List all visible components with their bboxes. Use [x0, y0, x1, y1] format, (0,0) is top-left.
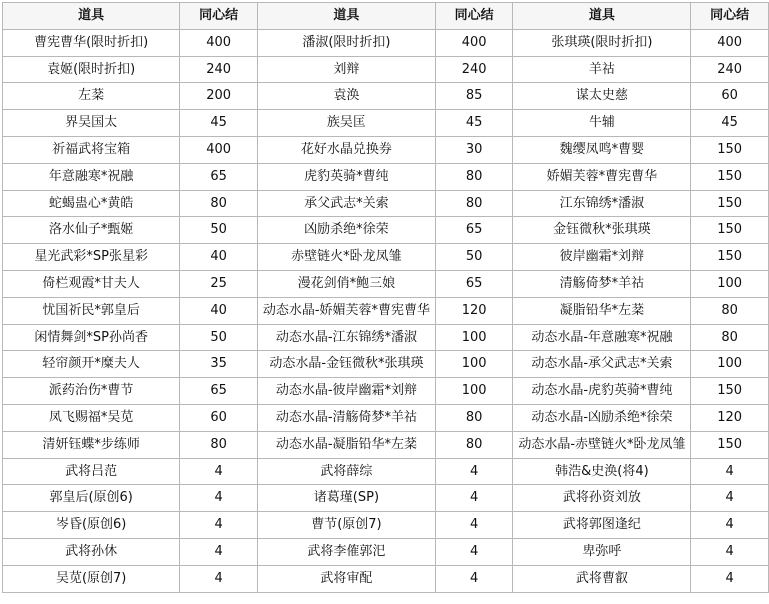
cell-item: 星光武彩*SP张星彩 — [3, 244, 180, 271]
cell-knot: 4 — [180, 485, 258, 512]
cell-item: 动态水晶-凶励杀绝*徐荣 — [513, 404, 691, 431]
cell-item: 岑昏(原创6) — [3, 512, 180, 539]
cell-knot: 150 — [691, 431, 769, 458]
cell-item: 武将孙休 — [3, 538, 180, 565]
cell-knot: 240 — [691, 56, 769, 83]
cell-knot: 4 — [435, 485, 513, 512]
cell-knot: 40 — [180, 244, 258, 271]
cell-item: 牛辅 — [513, 110, 691, 137]
cell-item: 动态水晶-金钰微秋*张琪瑛 — [257, 351, 435, 378]
cell-item: 轻帘颜开*糜夫人 — [3, 351, 180, 378]
cell-knot: 45 — [180, 110, 258, 137]
cell-item: 武将吕范 — [3, 458, 180, 485]
cell-knot: 4 — [435, 538, 513, 565]
cell-knot: 80 — [435, 190, 513, 217]
cell-item: 韩浩&史涣(将4) — [513, 458, 691, 485]
cell-item: 闲情舞剑*SP孙尚香 — [3, 324, 180, 351]
table-row — [3, 163, 769, 190]
table-row — [3, 83, 769, 110]
cell-item: 族吴匡 — [257, 110, 435, 137]
cell-knot: 150 — [691, 163, 769, 190]
cell-knot: 4 — [691, 512, 769, 539]
cell-knot: 4 — [180, 538, 258, 565]
cell-item: 凶励杀绝*徐荣 — [257, 217, 435, 244]
table-row — [3, 190, 769, 217]
table-row — [3, 136, 769, 163]
cell-knot: 4 — [691, 485, 769, 512]
cell-item: 动态水晶-年意融寒*祝融 — [513, 324, 691, 351]
cell-knot: 100 — [435, 378, 513, 405]
cell-knot: 4 — [180, 565, 258, 592]
cell-knot: 400 — [435, 29, 513, 56]
cell-knot: 65 — [180, 378, 258, 405]
cell-knot: 150 — [691, 190, 769, 217]
cell-item: 蛇蝎蛊心*黄皓 — [3, 190, 180, 217]
cell-knot: 4 — [435, 458, 513, 485]
cell-knot: 65 — [435, 217, 513, 244]
cell-knot: 80 — [180, 190, 258, 217]
cell-knot: 120 — [435, 297, 513, 324]
cell-item: 左棻 — [3, 83, 180, 110]
cell-item: 派药治伤*曹节 — [3, 378, 180, 405]
cell-item: 承父武志*关索 — [257, 190, 435, 217]
cell-knot: 4 — [691, 565, 769, 592]
exchange-table-container — [2, 2, 769, 593]
cell-item: 倚栏观霞*甘夫人 — [3, 270, 180, 297]
cell-item: 动态水晶-彼岸幽霜*刘辩 — [257, 378, 435, 405]
cell-item: 武将曹叡 — [513, 565, 691, 592]
table-row — [3, 512, 769, 539]
cell-item: 武将李傕郭汜 — [257, 538, 435, 565]
cell-item: 谋太史慈 — [513, 83, 691, 110]
cell-item: 凤飞赐福*吴苋 — [3, 404, 180, 431]
cell-knot: 150 — [691, 244, 769, 271]
cell-knot: 4 — [435, 512, 513, 539]
cell-item: 漫花剑俏*鲍三娘 — [257, 270, 435, 297]
table-row — [3, 538, 769, 565]
table-row — [3, 378, 769, 405]
cell-knot: 40 — [180, 297, 258, 324]
cell-knot: 100 — [691, 270, 769, 297]
cell-item: 武将审配 — [257, 565, 435, 592]
cell-knot: 45 — [435, 110, 513, 137]
cell-knot: 400 — [691, 29, 769, 56]
cell-knot: 100 — [435, 351, 513, 378]
table-row — [3, 351, 769, 378]
cell-knot: 4 — [435, 565, 513, 592]
table-row — [3, 29, 769, 56]
cell-item: 曹节(原创7) — [257, 512, 435, 539]
cell-item: 清觞倚梦*羊祜 — [513, 270, 691, 297]
cell-item: 忧国祈民*郭皇后 — [3, 297, 180, 324]
cell-item: 祈福武将宝箱 — [3, 136, 180, 163]
cell-item: 花好水晶兑换券 — [257, 136, 435, 163]
table-row — [3, 458, 769, 485]
cell-knot: 60 — [180, 404, 258, 431]
cell-knot: 200 — [180, 83, 258, 110]
cell-item: 羊祜 — [513, 56, 691, 83]
cell-knot: 4 — [180, 458, 258, 485]
cell-item: 张琪瑛(限时折扣) — [513, 29, 691, 56]
cell-item: 武将薛综 — [257, 458, 435, 485]
header-knot-1: 同心结 — [180, 3, 258, 30]
cell-item: 吴苋(原创7) — [3, 565, 180, 592]
cell-item: 界吴国太 — [3, 110, 180, 137]
header-knot-2: 同心结 — [435, 3, 513, 30]
table-row — [3, 217, 769, 244]
cell-knot: 150 — [691, 378, 769, 405]
table-header-row — [3, 3, 769, 30]
cell-item: 郭皇后(原创6) — [3, 485, 180, 512]
cell-knot: 80 — [691, 297, 769, 324]
cell-knot: 120 — [691, 404, 769, 431]
cell-knot: 85 — [435, 83, 513, 110]
cell-knot: 80 — [435, 431, 513, 458]
cell-item: 袁涣 — [257, 83, 435, 110]
header-item-3: 道具 — [513, 3, 691, 30]
cell-item: 动态水晶-承父武志*关索 — [513, 351, 691, 378]
cell-knot: 80 — [435, 404, 513, 431]
cell-knot: 150 — [691, 217, 769, 244]
cell-item: 魏缨凤鸣*曹婴 — [513, 136, 691, 163]
cell-knot: 25 — [180, 270, 258, 297]
cell-item: 动态水晶-娇媚芙蓉*曹宪曹华 — [257, 297, 435, 324]
table-row — [3, 244, 769, 271]
cell-item: 武将郭图逢纪 — [513, 512, 691, 539]
table-row — [3, 485, 769, 512]
cell-item: 动态水晶-赤壁链火*卧龙凤雏 — [513, 431, 691, 458]
table-row — [3, 56, 769, 83]
header-item-1: 道具 — [3, 3, 180, 30]
exchange-table — [2, 2, 769, 593]
cell-item: 卑弥呼 — [513, 538, 691, 565]
cell-item: 刘辩 — [257, 56, 435, 83]
cell-knot: 100 — [691, 351, 769, 378]
cell-knot: 400 — [180, 136, 258, 163]
cell-item: 曹宪曹华(限时折扣) — [3, 29, 180, 56]
table-row — [3, 431, 769, 458]
cell-knot: 4 — [180, 512, 258, 539]
cell-knot: 240 — [180, 56, 258, 83]
cell-item: 动态水晶-清觞倚梦*羊祜 — [257, 404, 435, 431]
cell-item: 年意融寒*祝融 — [3, 163, 180, 190]
cell-knot: 65 — [435, 270, 513, 297]
cell-knot: 60 — [691, 83, 769, 110]
cell-item: 江东锦绣*潘淑 — [513, 190, 691, 217]
cell-knot: 65 — [180, 163, 258, 190]
cell-knot: 80 — [435, 163, 513, 190]
cell-item: 洛水仙子*甄姬 — [3, 217, 180, 244]
table-row — [3, 297, 769, 324]
cell-item: 诸葛瑾(SP) — [257, 485, 435, 512]
cell-knot: 400 — [180, 29, 258, 56]
cell-knot: 50 — [180, 217, 258, 244]
cell-item: 潘淑(限时折扣) — [257, 29, 435, 56]
cell-item: 赤壁链火*卧龙凤雏 — [257, 244, 435, 271]
cell-knot: 50 — [435, 244, 513, 271]
cell-knot: 100 — [435, 324, 513, 351]
table-row — [3, 324, 769, 351]
cell-knot: 240 — [435, 56, 513, 83]
cell-item: 袁姬(限时折扣) — [3, 56, 180, 83]
cell-knot: 30 — [435, 136, 513, 163]
table-row — [3, 110, 769, 137]
cell-item: 虎豹英骑*曹纯 — [257, 163, 435, 190]
cell-knot: 4 — [691, 458, 769, 485]
cell-knot: 4 — [691, 538, 769, 565]
cell-knot: 35 — [180, 351, 258, 378]
table-row — [3, 404, 769, 431]
cell-item: 动态水晶-凝脂铅华*左棻 — [257, 431, 435, 458]
cell-item: 动态水晶-虎豹英骑*曹纯 — [513, 378, 691, 405]
cell-knot: 45 — [691, 110, 769, 137]
cell-item: 娇媚芙蓉*曹宪曹华 — [513, 163, 691, 190]
cell-knot: 80 — [691, 324, 769, 351]
cell-knot: 50 — [180, 324, 258, 351]
cell-item: 凝脂铅华*左棻 — [513, 297, 691, 324]
cell-item: 彼岸幽霜*刘辩 — [513, 244, 691, 271]
cell-item: 武将孙资刘放 — [513, 485, 691, 512]
header-item-2: 道具 — [257, 3, 435, 30]
header-knot-3: 同心结 — [691, 3, 769, 30]
cell-knot: 150 — [691, 136, 769, 163]
cell-knot: 80 — [180, 431, 258, 458]
table-body — [3, 29, 769, 592]
table-row — [3, 565, 769, 592]
cell-item: 金钰微秋*张琪瑛 — [513, 217, 691, 244]
cell-item: 清妍钰蝶*步练师 — [3, 431, 180, 458]
table-row — [3, 270, 769, 297]
cell-item: 动态水晶-江东锦绣*潘淑 — [257, 324, 435, 351]
